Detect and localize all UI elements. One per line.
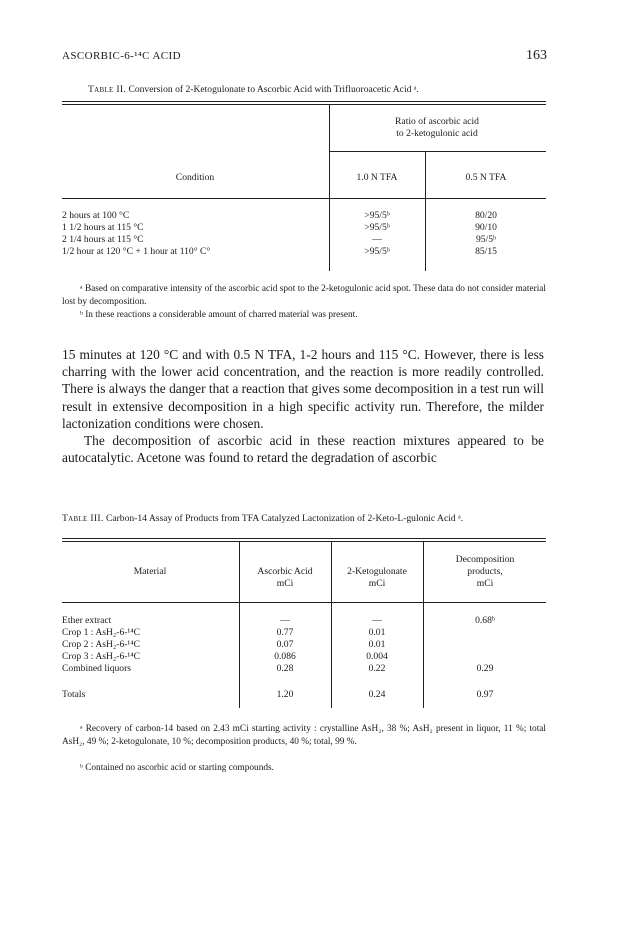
table3-row-keto: 0.004 — [366, 651, 388, 662]
table2-row-condition: 1 1/2 hours at 115 °C — [62, 222, 144, 233]
table3-row-material: Combined liquors — [62, 663, 132, 674]
table3-col-material: Material — [133, 566, 167, 577]
table3-col-ascorbic-line2: mCi — [276, 578, 294, 589]
table3-col-keto-line1: 2-Ketogulonate — [347, 566, 407, 577]
table3-label: Table III. — [62, 513, 104, 524]
table3-top-rule — [62, 538, 546, 539]
table3-footnote-a: ᵃ Recovery of carbon-14 based on 2.43 mCi starting activity : crystalline AsH₂, 38 %; AsH₂ present in liquor, 11 %; total AsH₂, 49 %; 2-ketogulonate, 10 %; decomposition products, 40 %; total, 99 %. — [62, 724, 546, 747]
table2-footnote-a: ᵃ Based on comparative intensity of the ascorbic acid spot to the 2-ketogulonic acid spot. These data do not consider material lost by decomposition. — [62, 284, 546, 307]
table3-row-decomp: 0.68ᵇ — [475, 615, 495, 626]
table2-col-condition: Condition — [175, 172, 215, 183]
table3-row-ascorbic: — — [280, 615, 290, 626]
table3-col-decomp-line2: products, — [467, 566, 503, 577]
table3-row-ascorbic: 0.28 — [276, 663, 294, 674]
table2-row-05n: 80/20 — [475, 210, 497, 221]
table2-top-rule — [62, 101, 546, 102]
table2-row-condition: 2 hours at 100 °C — [62, 210, 130, 221]
table2-header-rule — [62, 198, 546, 199]
table2-group-header-line2: to 2-ketogulonic acid — [396, 128, 478, 139]
table3-row-keto: 0.01 — [368, 627, 386, 638]
table2-row-1n: >95/5ᵇ — [364, 222, 390, 233]
table3-row-material: Crop 1 : AsH₂-6-¹⁴C — [62, 627, 141, 638]
table3-title: Carbon-14 Assay of Products from TFA Catalyzed Lactonization of 2-Keto-L-gulonic Acid ᵃ. — [105, 513, 464, 524]
table3-col-decomp-line3: mCi — [476, 578, 494, 589]
table2-row-1n: >95/5ᵇ — [364, 246, 390, 257]
body-paragraph-1: 15 minutes at 120 °C and with 0.5 N TFA, 1-2 hours and 115 °C. However, there is less charring with the lower acid concentration, and the reaction is more readily controlled. There is always the danger that a reaction that gives some decomposition in a test run will result in extensive decomposition in a high specific activity run. Therefore, the milder lactonization conditions were chosen. — [62, 347, 544, 431]
table2-row-condition: 2 1/4 hours at 115 °C — [62, 234, 144, 245]
table2-group-rule — [330, 151, 546, 152]
table3-row-ascorbic: 0.086 — [274, 651, 296, 662]
running-head-title: ASCORBIC-6-¹⁴C ACID — [62, 50, 181, 62]
table3-footnote-b: ᵇ Contained no ascorbic acid or starting compounds. — [80, 763, 274, 773]
table3-row-material: Ether extract — [62, 615, 112, 626]
table3-top-rule-2 — [62, 541, 546, 542]
table3-row-keto: 0.01 — [368, 639, 386, 650]
table3-col-ascorbic-line1: Ascorbic Acid — [257, 566, 313, 577]
table2-caption — [88, 83, 548, 96]
table2-col-1n: 1.0 N TFA — [356, 172, 398, 183]
table3-col-decomp-line1: Decomposition — [455, 554, 515, 565]
table2-row-05n: 85/15 — [475, 246, 497, 257]
table3-totals-label: Totals — [62, 689, 86, 700]
table3-row-material: Crop 2 : AsH₂-6-¹⁴C — [62, 639, 141, 650]
table2-row-05n: 90/10 — [475, 222, 497, 233]
table2-group-header-line1: Ratio of ascorbic acid — [395, 116, 479, 127]
table3-row-decomp: 0.29 — [476, 663, 494, 674]
table3-row-keto: — — [372, 615, 382, 626]
table3-totals-keto: 0.24 — [368, 689, 386, 700]
table2-row-1n: >95/5ᵇ — [364, 210, 390, 221]
table2-top-rule-2 — [62, 104, 546, 105]
running-head — [62, 50, 547, 66]
table3-row-ascorbic: 0.77 — [276, 627, 294, 638]
table2-row-1n: — — [372, 234, 382, 245]
table3-row-ascorbic: 0.07 — [276, 639, 294, 650]
body-paragraph-2: The decomposition of ascorbic acid in these reaction mixtures appeared to be autocatalytic. Acetone was found to retard the degradation of ascorbic — [62, 433, 544, 466]
table2-col-05n: 0.5 N TFA — [465, 172, 507, 183]
table3-header-rule — [62, 602, 546, 603]
table3-col-keto-line2: mCi — [368, 578, 386, 589]
page-number: 163 — [526, 48, 547, 63]
table2-row-05n: 95/5ᵇ — [475, 234, 497, 245]
table3-totals-decomp: 0.97 — [476, 689, 494, 700]
table2-title: Conversion of 2-Ketogulonate to Ascorbic Acid with Trifluoroacetic Acid ᵃ. — [128, 84, 419, 95]
table3-row-keto: 0.22 — [368, 663, 386, 674]
table3-caption — [62, 512, 546, 525]
body-text — [62, 346, 544, 466]
table3-totals-ascorbic: 1.20 — [276, 689, 294, 700]
table2-label: Table II. — [88, 84, 127, 95]
table2-row-condition: 1/2 hour at 120 °C + 1 hour at 110° C° — [62, 246, 211, 257]
table3-row-material: Crop 3 : AsH₂-6-¹⁴C — [62, 651, 141, 662]
table2-footnote-b: ᵇ In these reactions a considerable amount of charred material was present. — [80, 310, 358, 320]
